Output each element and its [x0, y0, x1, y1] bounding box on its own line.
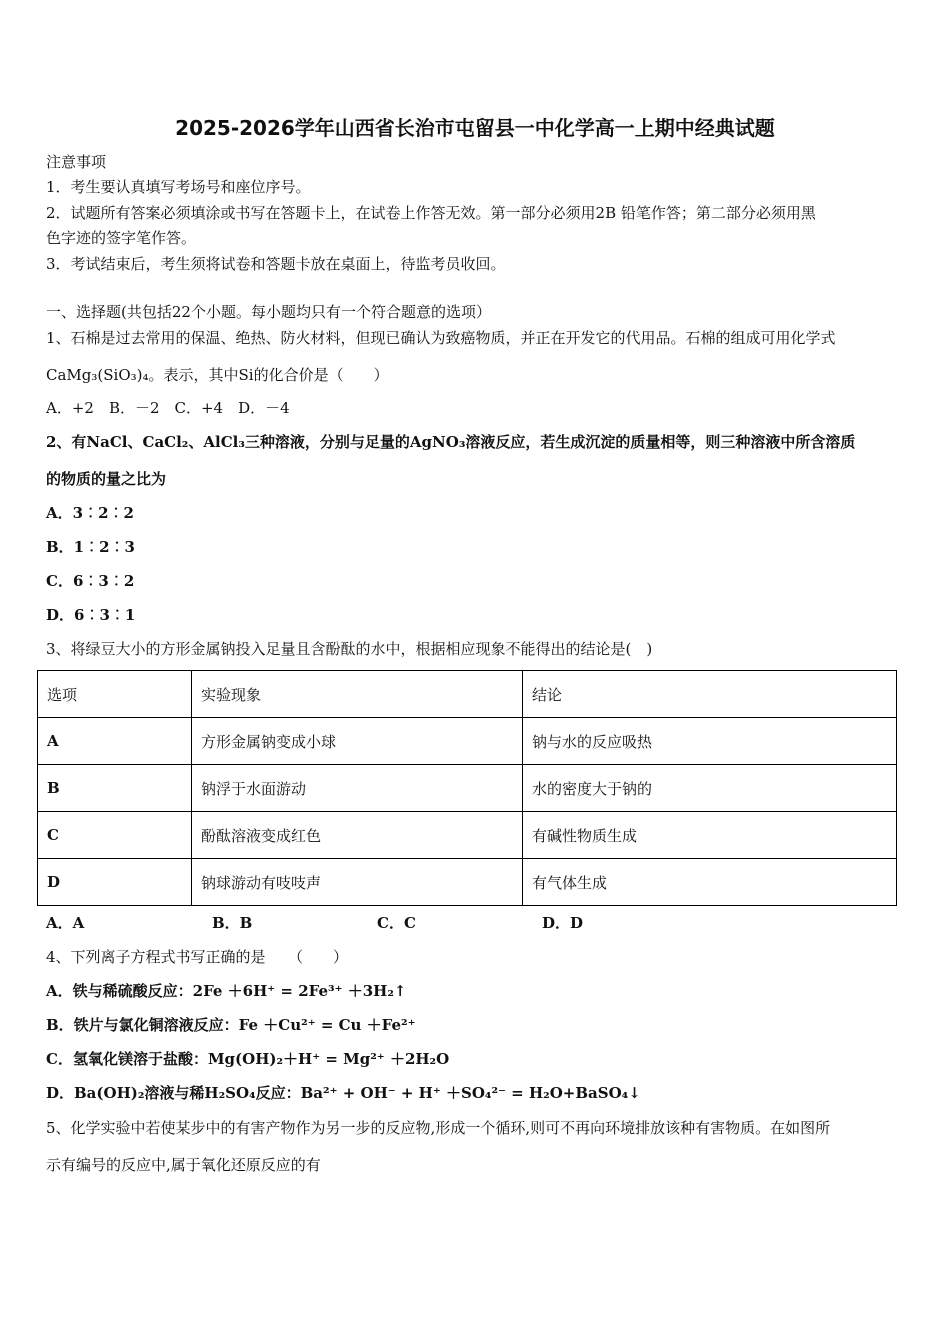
note-item: 色字迹的签字笔作答。 — [46, 229, 197, 247]
q4-option: D．Ba(OH)₂溶液与稀H₂SO₄反应：Ba²⁺ + OH⁻ + H⁺ ＋SO₄²⁻ = H₂O+BaSO₄↓ — [46, 1084, 641, 1102]
table-cell: 水的密度大于钠的 — [523, 765, 897, 812]
table-cell: 钠与水的反应吸热 — [523, 718, 897, 765]
q5-stem-cont: 示有编号的反应中,属于氧化还原反应的有 — [46, 1156, 321, 1174]
table-cell: C — [38, 812, 192, 859]
table-cell: 钠球游动有吱吱声 — [192, 859, 523, 906]
q2-option: D．6︰3︰1 — [46, 606, 136, 624]
q3-option: D．D — [542, 914, 584, 932]
page-title: 2025-2026学年山西省长治市屯留县一中化学高一上期中经典试题 — [175, 116, 775, 140]
table-header: 选项 — [38, 671, 192, 718]
q5-stem: 5、化学实验中若使某步中的有害产物作为另一步的反应物,形成一个循环,则可不再向环境排放该种有害物质。在如图所 — [46, 1119, 831, 1137]
q1-stem-cont: CaMg₃(SiO₃)₄。表示，其中Si的化合价是（ ） — [46, 366, 389, 384]
table-cell: B — [38, 765, 192, 812]
q3-stem: 3、将绿豆大小的方形金属钠投入足量且含酚酞的水中，根据相应现象不能得出的结论是( ) — [46, 640, 653, 658]
table-header: 结论 — [523, 671, 897, 718]
section-heading: 一、选择题(共包括22个小题。每小题均只有一个符合题意的选项） — [46, 303, 491, 321]
note-item: 1．考生要认真填写考场号和座位序号。 — [46, 178, 311, 196]
table-header: 实验现象 — [192, 671, 523, 718]
table-row — [38, 812, 897, 859]
table-cell: A — [38, 718, 192, 765]
q3-option: B．B — [212, 914, 253, 932]
q3-option: C．C — [377, 914, 416, 932]
table-cell: 有碱性物质生成 — [523, 812, 897, 859]
q2-stem-cont: 的物质的量之比为 — [46, 470, 167, 488]
q1-options: A．+2 B．－2 C．+4 D．－4 — [46, 399, 290, 417]
note-item: 3．考试结束后，考生须将试卷和答题卡放在桌面上，待监考员收回。 — [46, 255, 506, 273]
q4-stem: 4、下列离子方程式书写正确的是 （ ） — [46, 948, 349, 966]
q4-option: A．铁与稀硫酸反应：2Fe ＋6H⁺ = 2Fe³⁺ ＋3H₂↑ — [46, 982, 407, 1000]
table-cell: 方形金属钠变成小球 — [192, 718, 523, 765]
table-cell: 有气体生成 — [523, 859, 897, 906]
q3-table — [37, 670, 897, 906]
table-row — [38, 765, 897, 812]
q2-option: B．1︰2︰3 — [46, 538, 135, 556]
table-row — [38, 718, 897, 765]
note-item: 2．试题所有答案必须填涂或书写在答题卡上，在试卷上作答无效。第一部分必须用2B 铅笔作答；第二部分必须用黑 — [46, 204, 816, 222]
table-cell: 钠浮于水面游动 — [192, 765, 523, 812]
table-cell: D — [38, 859, 192, 906]
notes-heading: 注意事项 — [46, 153, 107, 171]
q4-option: B．铁片与氯化铜溶液反应：Fe ＋Cu²⁺ = Cu ＋Fe²⁺ — [46, 1016, 416, 1034]
table-cell: 酚酞溶液变成红色 — [192, 812, 523, 859]
q3-option: A．A — [46, 914, 85, 932]
q2-option: C．6︰3︰2 — [46, 572, 135, 590]
q4-option: C．氢氧化镁溶于盐酸：Mg(OH)₂＋H⁺ = Mg²⁺ ＋2H₂O — [46, 1050, 450, 1068]
q1-stem: 1、石棉是过去常用的保温、绝热、防火材料，但现已确认为致癌物质，并正在开发它的代用品。石棉的组成可用化学式 — [46, 329, 836, 347]
q2-option: A．3︰2︰2 — [46, 504, 134, 522]
table-row — [38, 859, 897, 906]
table-header-row — [38, 671, 897, 718]
q2-stem: 2、有NaCl、CaCl₂、AlCl₃三种溶液，分别与足量的AgNO₃溶液反应，若生成沉淀的质量相等，则三种溶液中所含溶质 — [46, 433, 856, 451]
